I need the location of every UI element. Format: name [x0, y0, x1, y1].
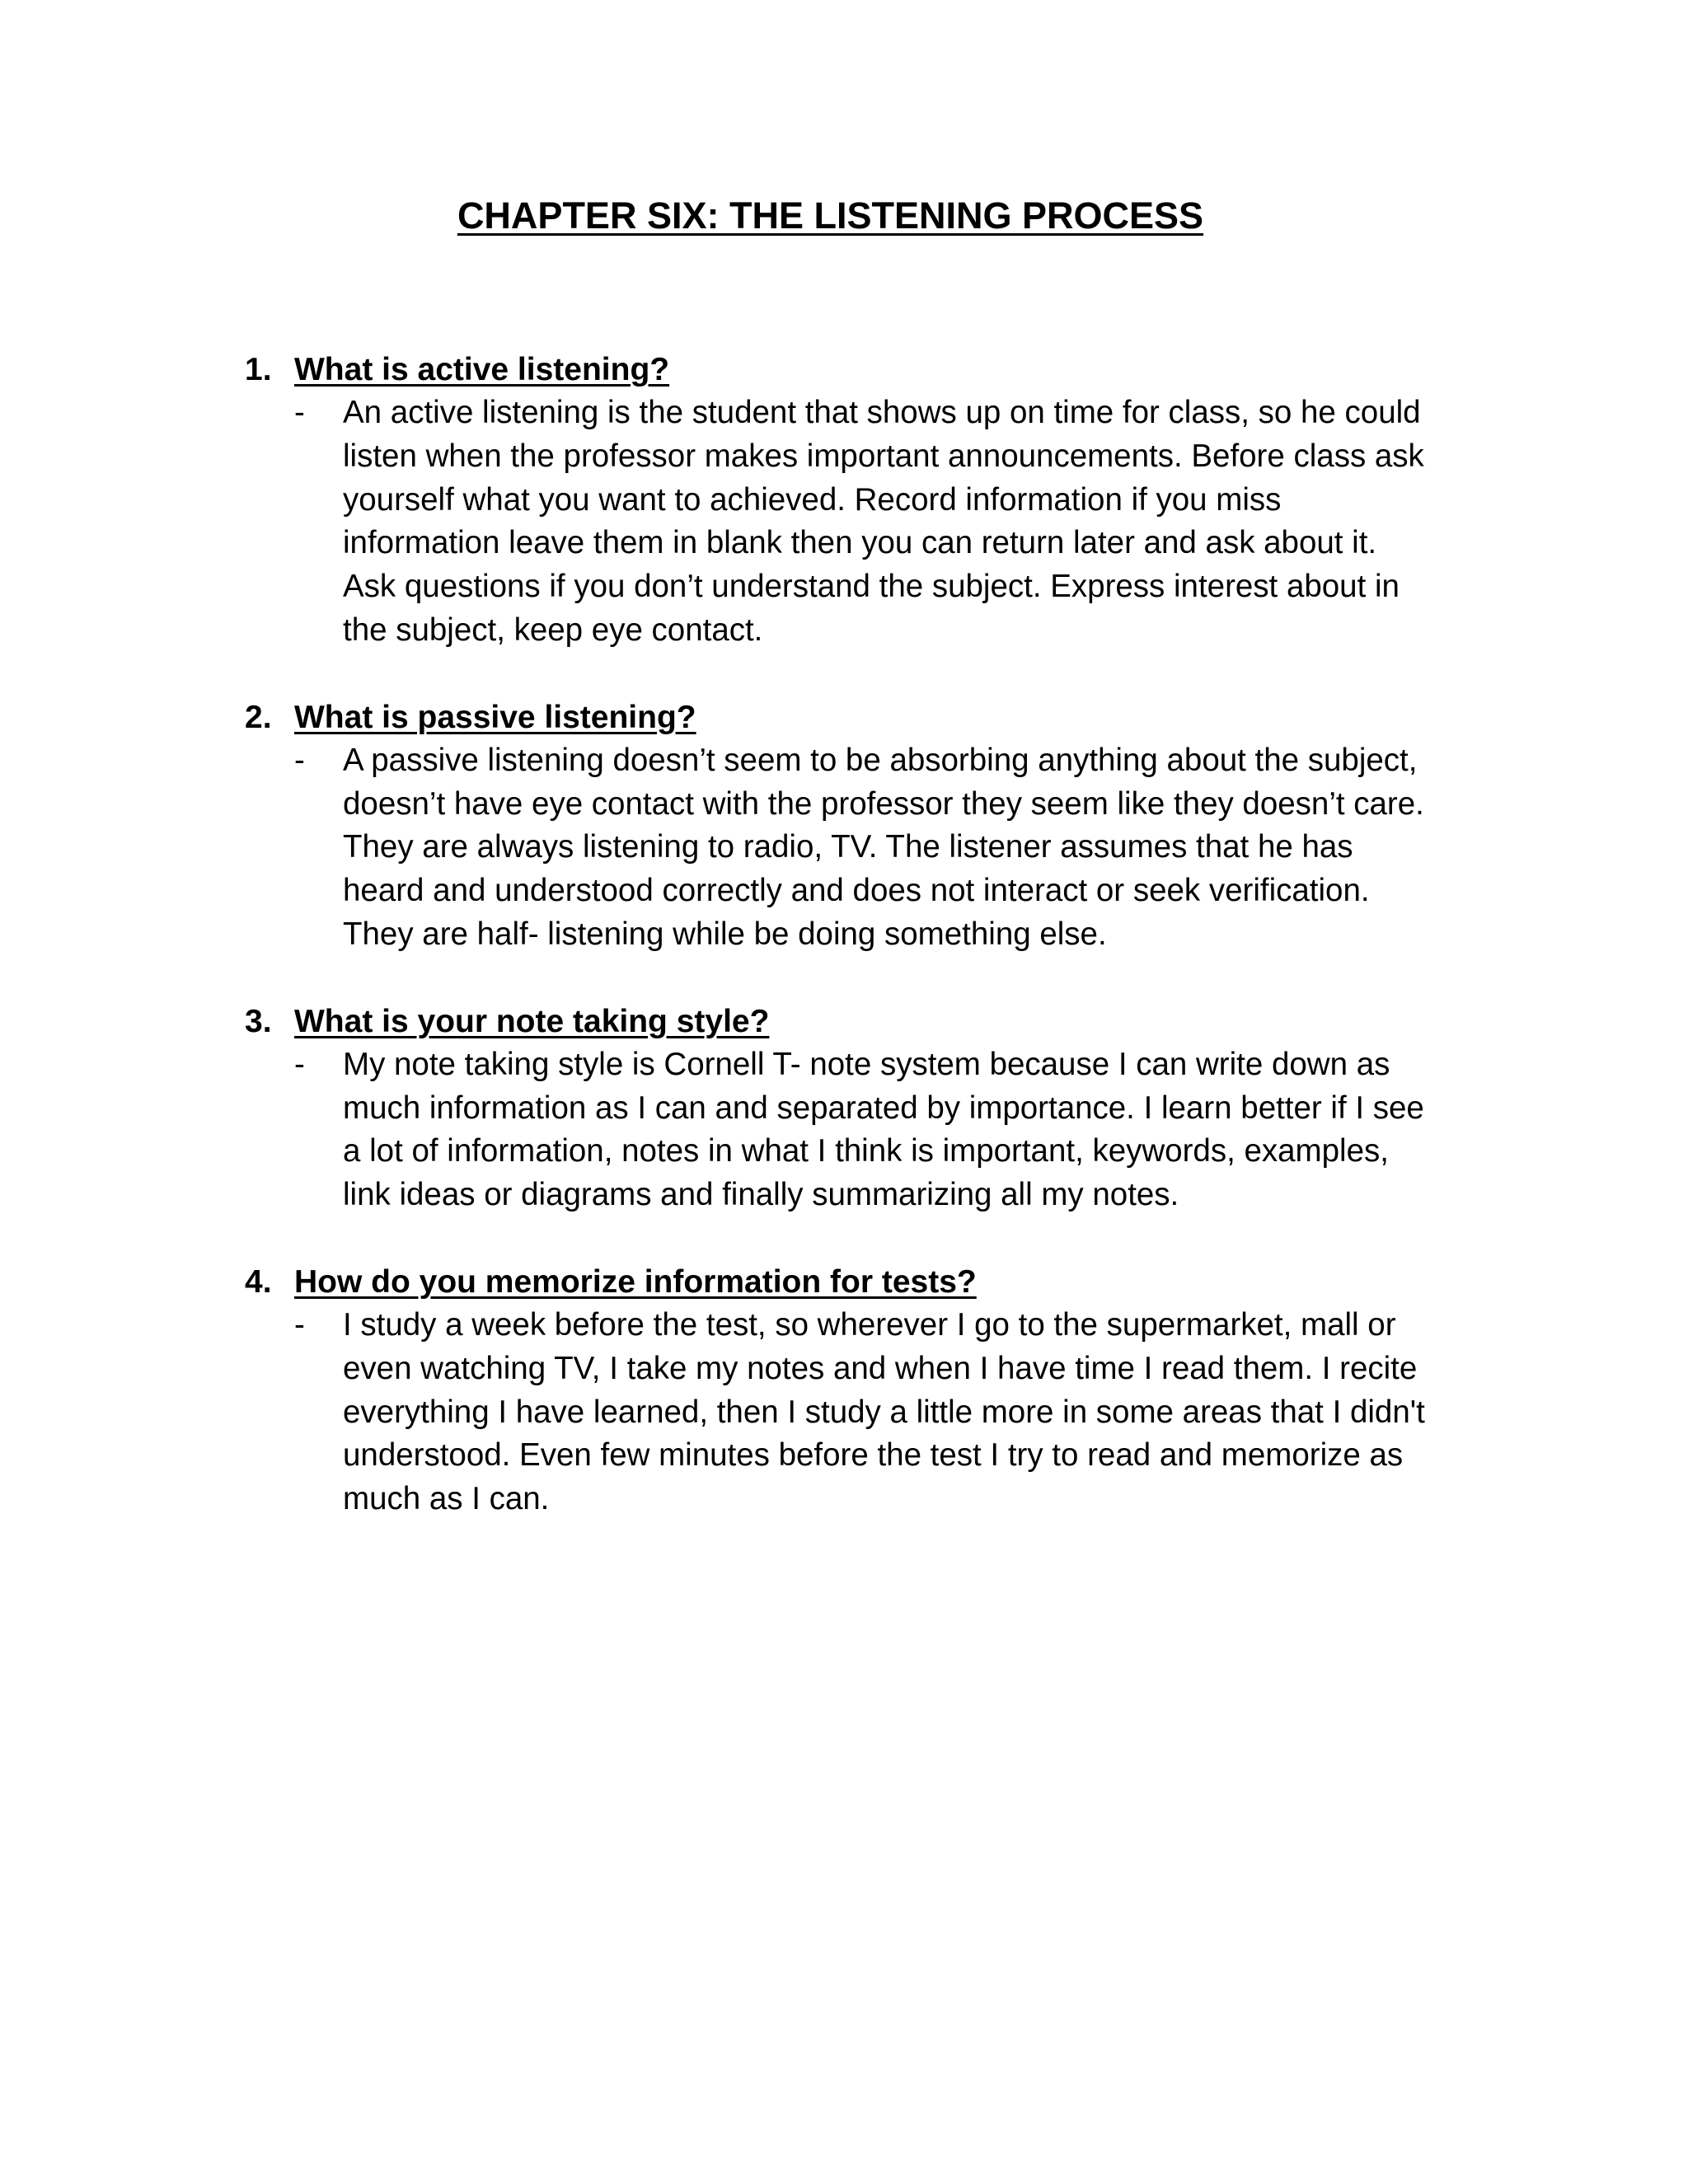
answer-line: information leave them in blank then you can return later and ask about it. — [343, 525, 1377, 561]
answer-text — [343, 1043, 1497, 1217]
answer-line: My note taking style is Cornell T- note system because I can write down as — [343, 1046, 1390, 1082]
question-number: 2. — [245, 699, 272, 735]
question-text: What is active listening? — [294, 352, 670, 387]
question-text: How do you memorize information for tests? — [294, 1263, 977, 1300]
question-number: 4. — [245, 1263, 272, 1300]
question-number: 1. — [245, 352, 272, 387]
bullet-dash: - — [294, 1306, 305, 1343]
bullet-dash: - — [294, 1046, 305, 1082]
answer-block — [0, 1043, 1688, 1217]
question-number: 3. — [245, 1003, 272, 1039]
answer-text — [343, 1304, 1497, 1521]
question-item-1 — [0, 348, 1688, 653]
page-title: CHAPTER SIX: THE LISTENING PROCESS — [457, 194, 1204, 237]
question-heading — [0, 348, 1688, 391]
question-item-2 — [0, 696, 1688, 957]
question-heading — [0, 696, 1688, 739]
question-text: What is your note taking style? — [294, 1003, 770, 1039]
answer-line: They are always listening to radio, TV. The listener assumes that he has — [343, 829, 1353, 865]
answer-line: doesn’t have eye contact with the professor they seem like they doesn’t care. — [343, 785, 1424, 822]
answer-line: heard and understood correctly and does not interact or seek verification. — [343, 873, 1370, 909]
answer-text — [343, 391, 1497, 653]
answer-line: They are half- listening while be doing something else. — [343, 916, 1107, 952]
answer-line: much as I can. — [343, 1481, 550, 1517]
answer-block — [0, 739, 1688, 957]
answer-line: listen when the professor makes important announcements. Before class ask — [343, 438, 1424, 474]
question-heading — [0, 1260, 1688, 1304]
answer-line: a lot of information, notes in what I think is important, keywords, examples, — [343, 1133, 1389, 1169]
answer-line: even watching TV, I take my notes and when I have time I read them. I recite — [343, 1350, 1418, 1386]
question-heading — [0, 1000, 1688, 1043]
answer-line: An active listening is the student that shows up on time for class, so he could — [343, 395, 1421, 430]
answer-text — [343, 739, 1497, 957]
answer-block — [0, 1304, 1688, 1521]
answer-line: A passive listening doesn’t seem to be absorbing anything about the subject, — [343, 742, 1418, 778]
answer-line: much information as I can and separated by importance. I learn better if I see — [343, 1090, 1424, 1126]
question-text: What is passive listening? — [294, 699, 696, 735]
answer-line: everything I have learned, then I study a little more in some areas that I didn't — [343, 1394, 1425, 1430]
answer-line: I study a week before the test, so wherever I go to the supermarket, mall or — [343, 1306, 1396, 1343]
answer-line: understood. Even few minutes before the test I try to read and memorize as — [343, 1437, 1404, 1474]
bullet-dash: - — [294, 395, 305, 430]
answer-block — [0, 391, 1688, 653]
answer-line: yourself what you want to achieved. Record information if you miss — [343, 481, 1282, 518]
answer-line: the subject, keep eye contact. — [343, 612, 763, 648]
question-list — [0, 348, 1688, 1564]
answer-line: link ideas or diagrams and finally summarizing all my notes. — [343, 1177, 1179, 1213]
question-item-3 — [0, 1000, 1688, 1217]
bullet-dash: - — [294, 742, 305, 778]
question-item-4 — [0, 1260, 1688, 1521]
answer-line: Ask questions if you don’t understand the subject. Express interest about in — [343, 569, 1400, 605]
